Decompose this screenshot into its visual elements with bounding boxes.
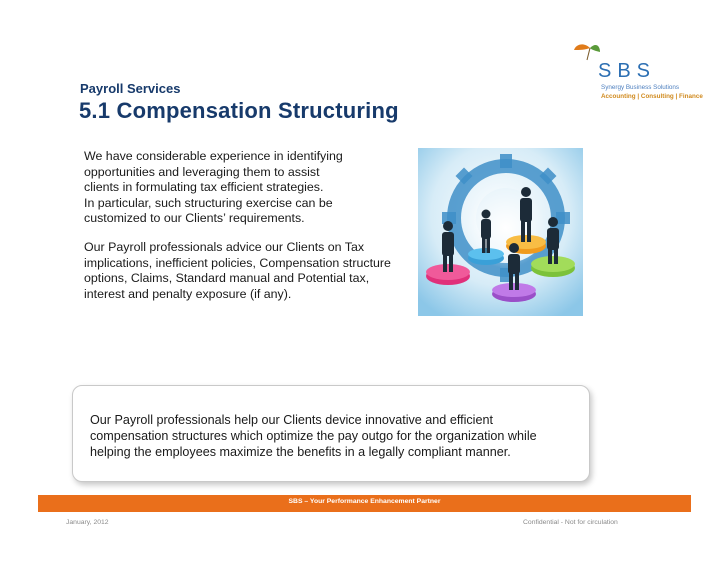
paragraph-experience: We have considerable experience in identifying opportunities and leveraging them to assist clients in formulating tax efficient strategies. In particular, such structuring exercise can be customized to our Clients’ requirements. xyxy=(84,149,343,226)
footer-tagline: SBS – Your Performance Enhancement Partner xyxy=(288,498,441,505)
logo-tagline: Synergy Business Solutions xyxy=(601,84,680,91)
paragraph-advice: Our Payroll professionals advice our Clients on Tax implications, inefficient policies, Compensation structure options, Claims, Standard manual and Potential tax, interest and penalty exposure (if any). xyxy=(84,240,391,301)
footer-bar xyxy=(38,495,691,512)
callout-box xyxy=(72,385,590,482)
footer-confidential: Confidential - Not for circulation xyxy=(523,519,618,526)
section-label: Payroll Services xyxy=(80,81,181,96)
sbs-logo xyxy=(570,40,703,110)
business-people-gears-image xyxy=(418,148,583,316)
logo-wordmark: SBS xyxy=(598,60,657,82)
logo-services: Accounting | Consulting | Finance xyxy=(601,93,703,100)
callout-text: Our Payroll professionals help our Clients device innovative and efficient compensation structures which optimize the pay outgo for the organization while helping the employees maximize the benefits in a legally compliant manner. xyxy=(90,413,537,459)
leaf-icon xyxy=(574,44,600,60)
page-title: 5.1 Compensation Structuring xyxy=(79,98,399,123)
footer-date: January, 2012 xyxy=(66,519,109,526)
